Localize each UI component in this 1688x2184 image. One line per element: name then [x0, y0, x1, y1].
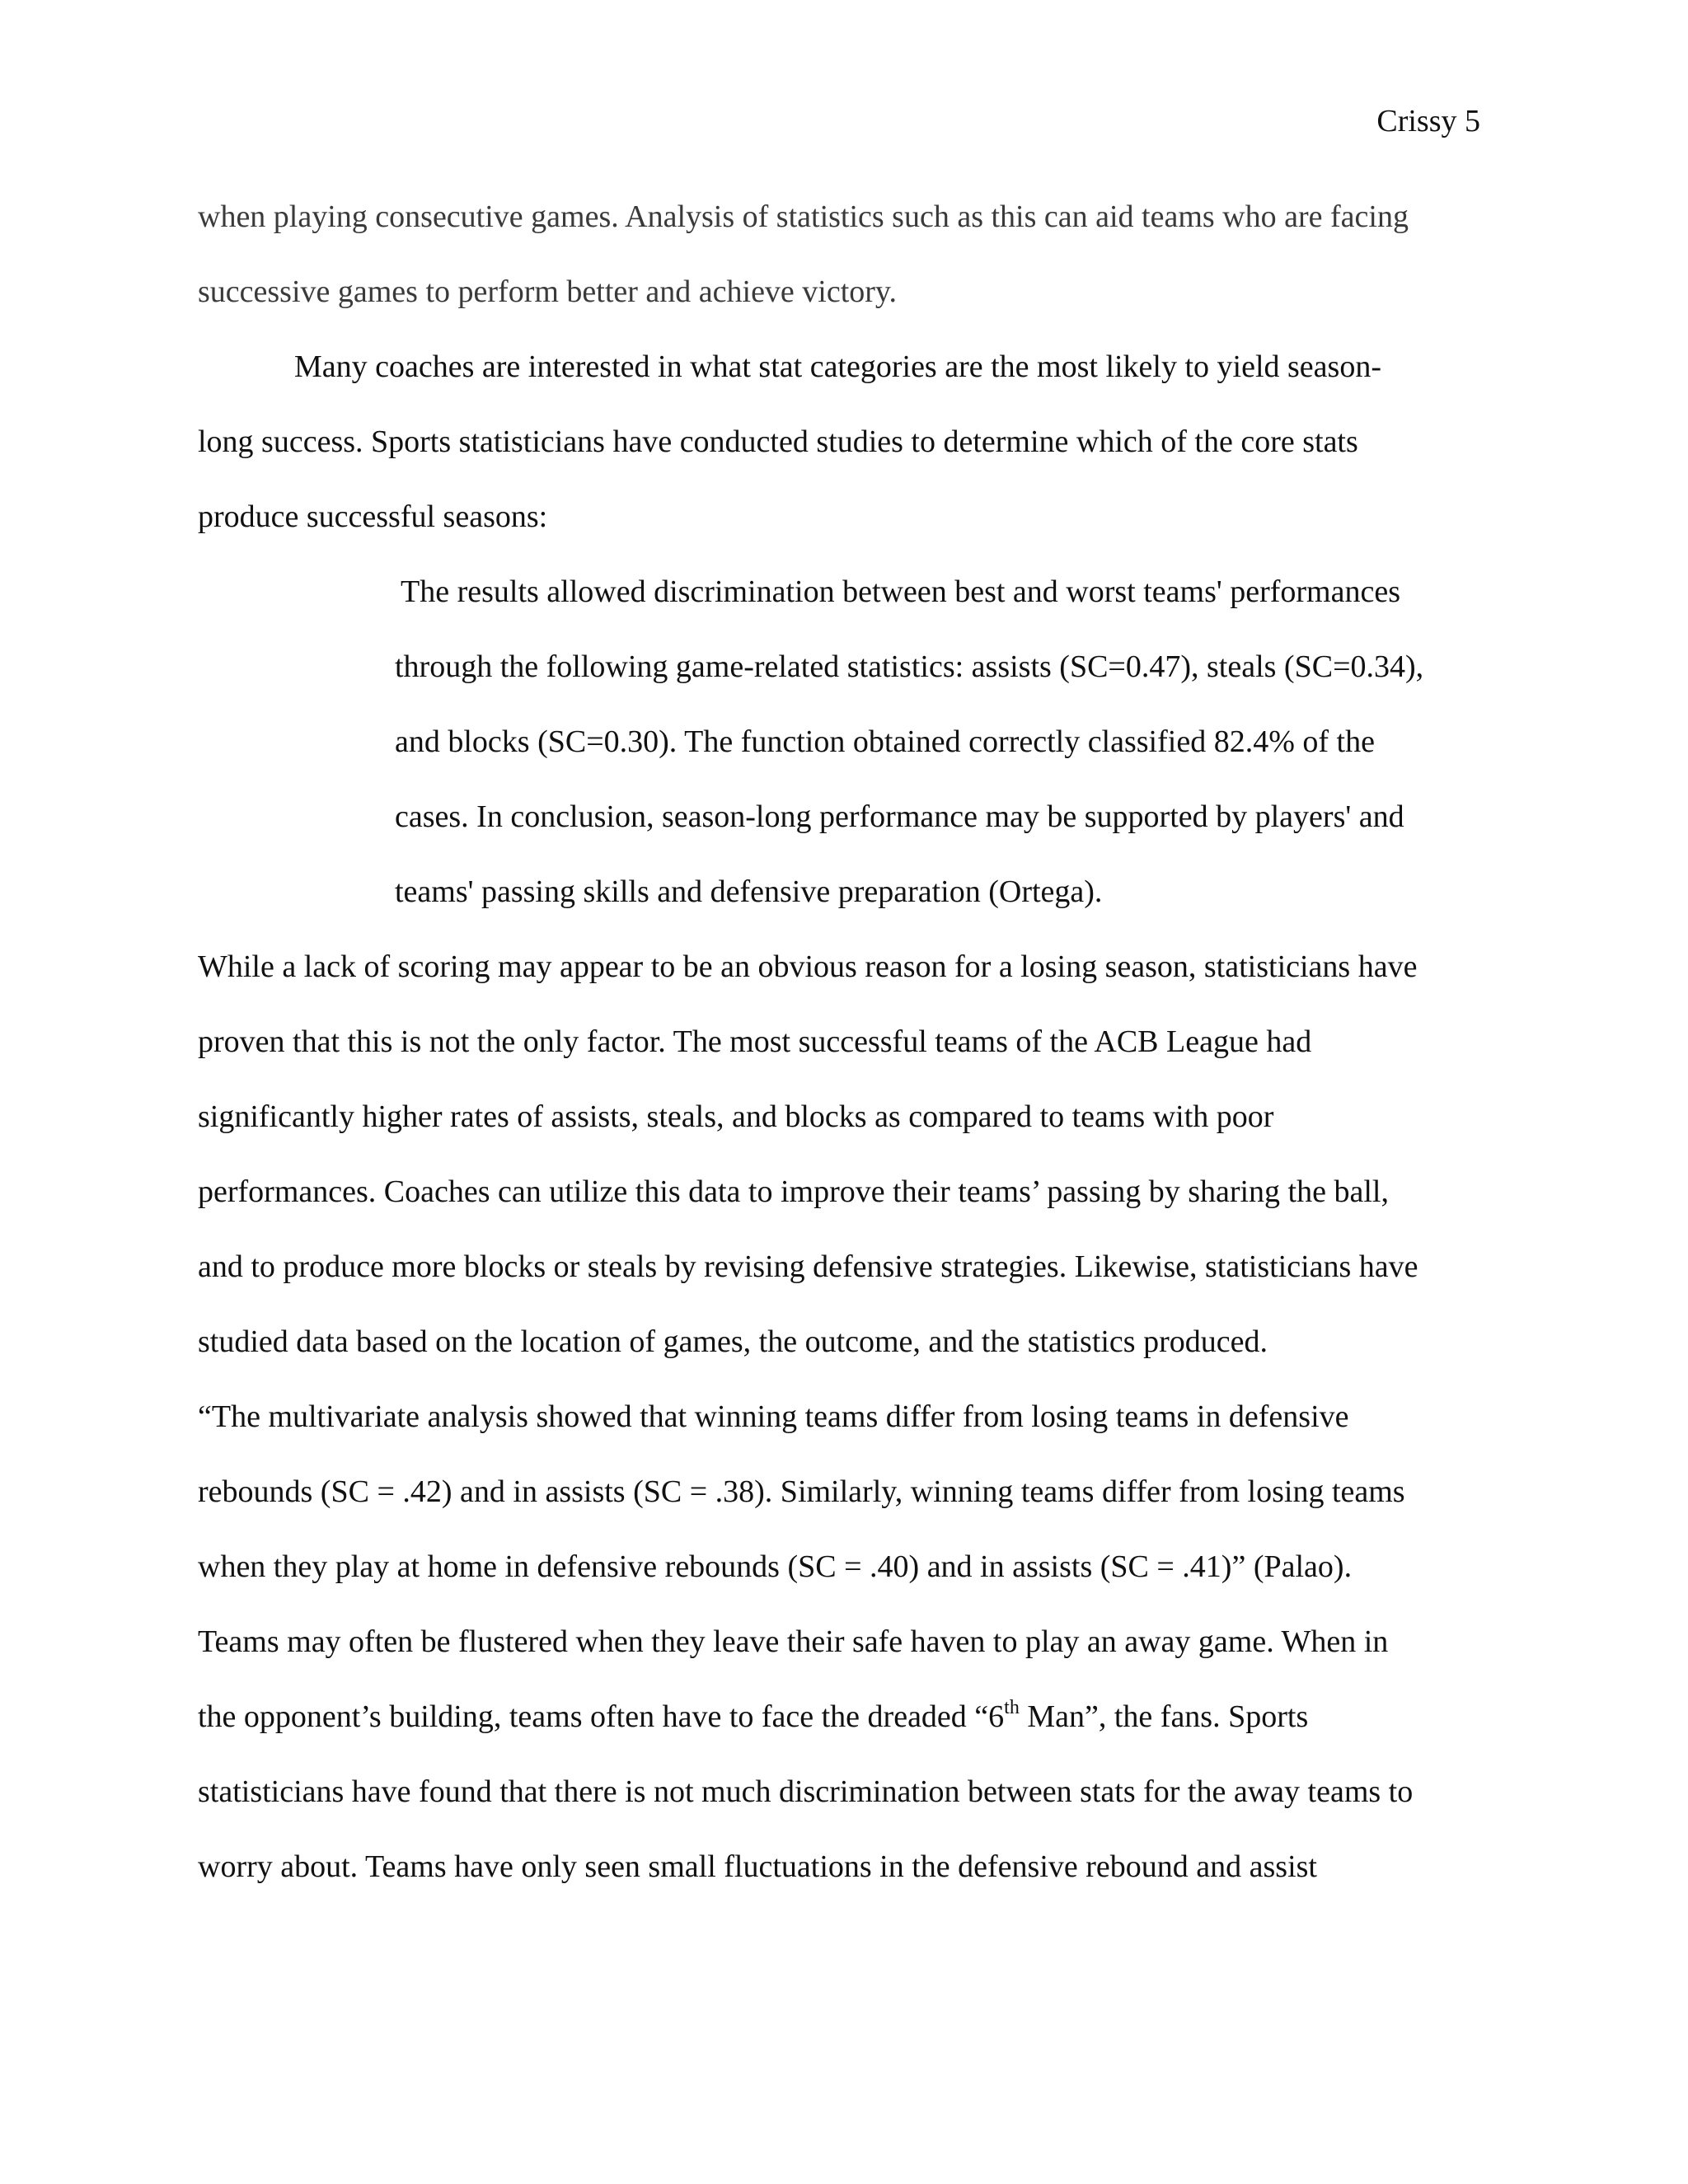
ordinal-superscript: th — [1004, 1697, 1020, 1718]
paragraph-1-line-1: when playing consecutive games. Analysis of statistics such as this can aid teams who are facing — [198, 199, 1409, 234]
paragraph-4-line-1: “The multivariate analysis showed that winning teams differ from losing teams in defensive — [198, 1399, 1349, 1434]
paragraph-4-line-5-part-a: the opponent’s building, teams often have to face the dreaded “6 — [198, 1699, 1005, 1734]
block-quote-line-1: The results allowed discrimination between best and worst teams' performances — [401, 574, 1400, 609]
paragraph-2-line-2: long success. Sports statisticians have conducted studies to determine which of the core stats — [198, 424, 1358, 459]
paragraph-2-line-1: Many coaches are interested in what stat categories are the most likely to yield season- — [294, 349, 1381, 384]
running-head: Crissy 5 — [1376, 104, 1480, 138]
paragraph-4-line-4: Teams may often be flustered when they leave their safe haven to play an away game. When in — [198, 1624, 1389, 1659]
paragraph-3-line-1: While a lack of scoring may appear to be an obvious reason for a losing season, statisticians have — [198, 949, 1418, 984]
paragraph-1-line-2: successive games to perform better and achieve victory. — [198, 274, 897, 309]
paragraph-3-line-2: proven that this is not the only factor. The most successful teams of the ACB League had — [198, 1024, 1312, 1059]
block-quote-line-2: through the following game-related statistics: assists (SC=0.47), steals (SC=0.34), — [395, 649, 1424, 684]
paragraph-4-line-3: when they play at home in defensive rebounds (SC = .40) and in assists (SC = .41)” (Palao). — [198, 1549, 1353, 1584]
paragraph-3-line-6: studied data based on the location of games, the outcome, and the statistics produced. — [198, 1324, 1268, 1359]
paragraph-4-line-2: rebounds (SC = .42) and in assists (SC = .38). Similarly, winning teams differ from losing teams — [198, 1474, 1405, 1509]
paragraph-3-line-3: significantly higher rates of assists, steals, and blocks as compared to teams with poor — [198, 1099, 1274, 1134]
paragraph-4-line-7: worry about. Teams have only seen small fluctuations in the defensive rebound and assist — [198, 1849, 1317, 1884]
paragraph-4-line-5-part-b: Man”, the fans. Sports — [1019, 1699, 1309, 1734]
block-quote-line-3: and blocks (SC=0.30). The function obtained correctly classified 82.4% of the — [395, 724, 1375, 759]
paragraph-3-line-5: and to produce more blocks or steals by revising defensive strategies. Likewise, statisticians have — [198, 1249, 1418, 1284]
paragraph-4-line-5 — [198, 1698, 1308, 1736]
block-quote-line-5: teams' passing skills and defensive preparation (Ortega). — [395, 874, 1103, 909]
paragraph-2-line-3: produce successful seasons: — [198, 499, 548, 534]
block-quote-line-4: cases. In conclusion, season-long performance may be supported by players' and — [395, 799, 1404, 834]
paragraph-3-line-4: performances. Coaches can utilize this data to improve their teams’ passing by sharing the ball, — [198, 1174, 1389, 1209]
paragraph-4-line-6: statisticians have found that there is not much discrimination between stats for the away teams to — [198, 1774, 1414, 1809]
